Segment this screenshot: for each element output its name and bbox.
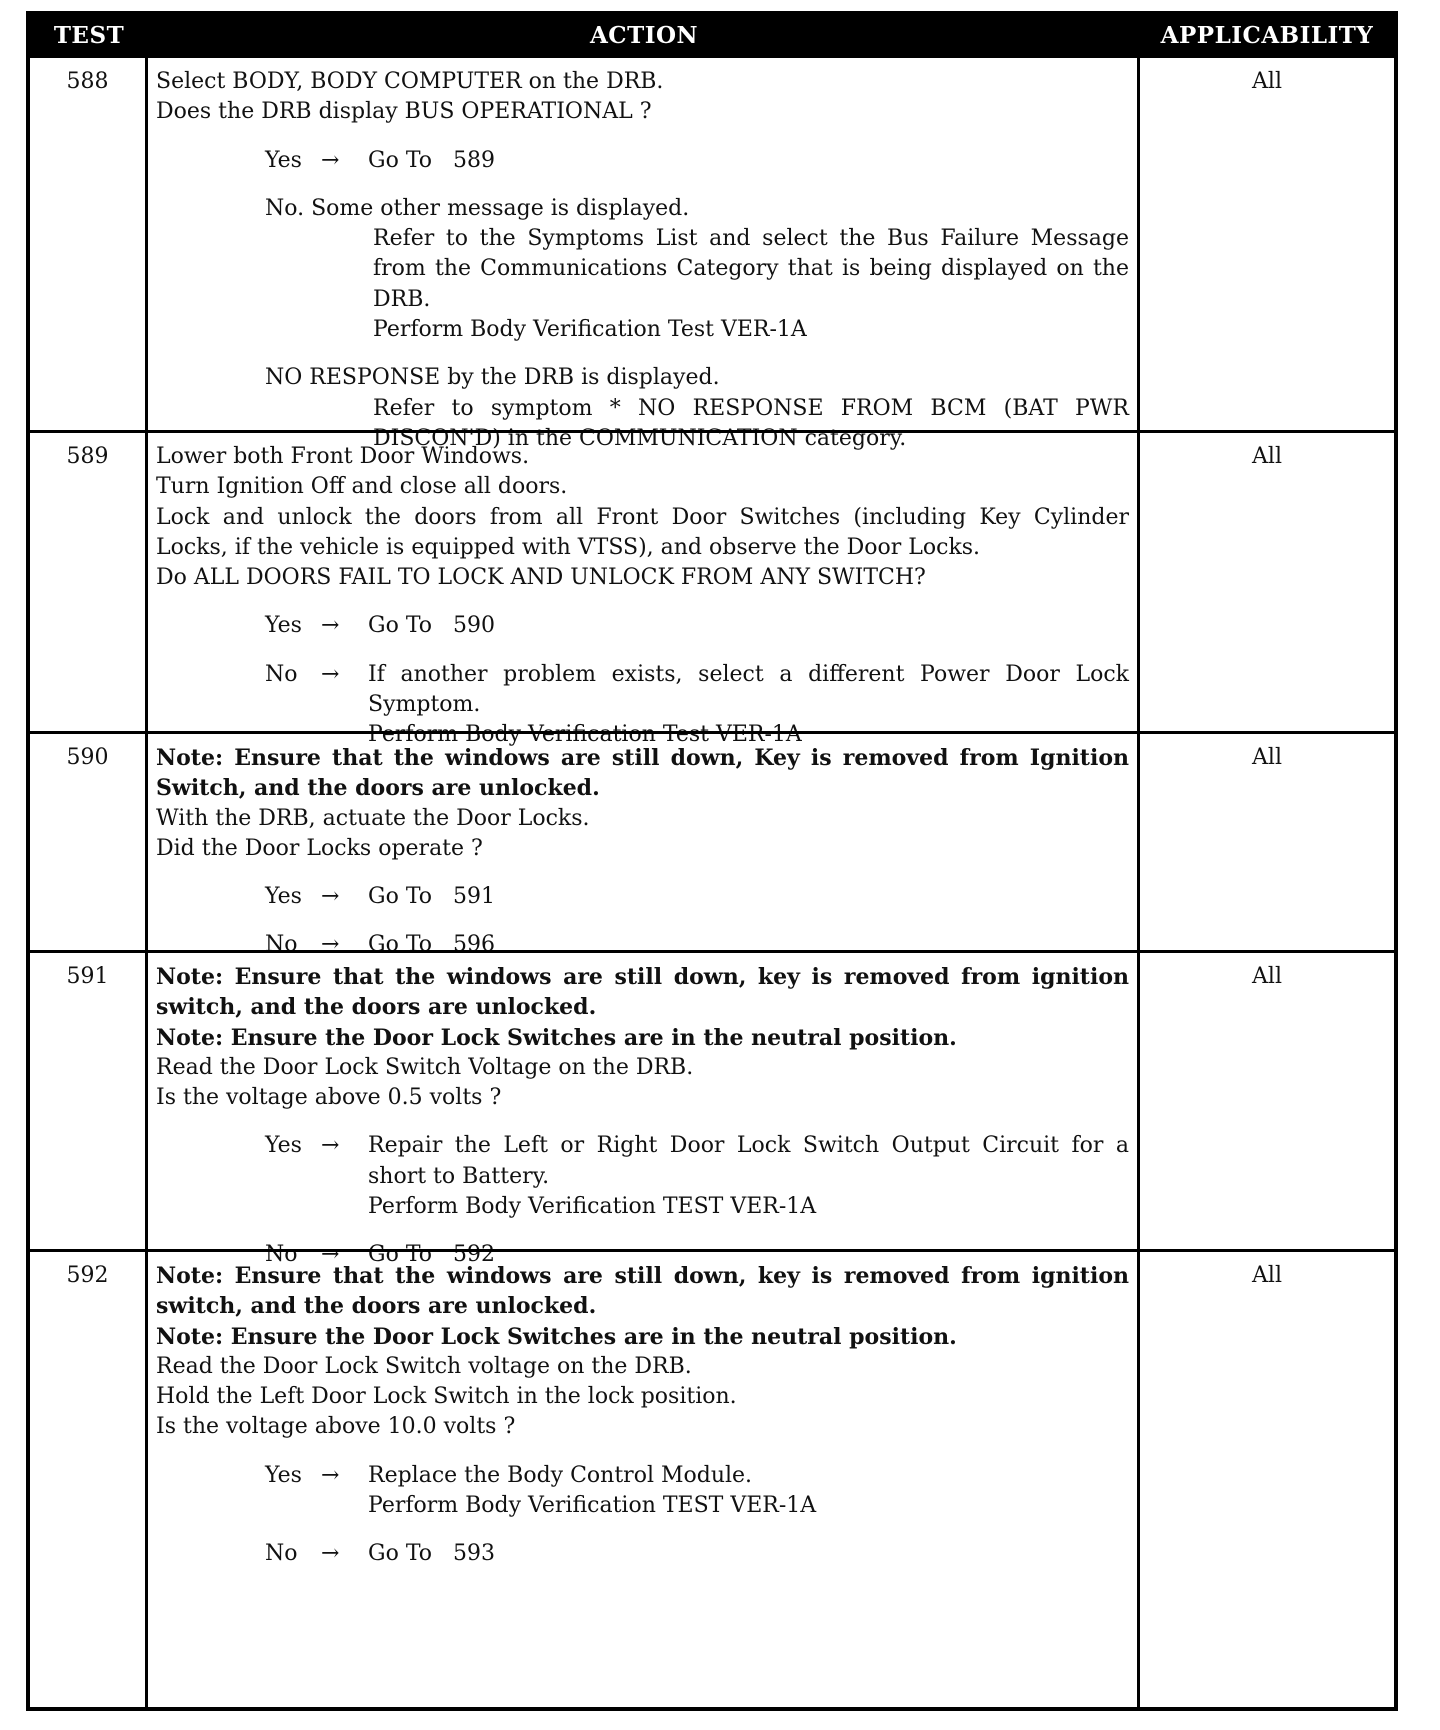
action-cell (148, 734, 1140, 958)
right-arrow-icon: → (321, 1133, 340, 1159)
action-line: Lock and unlock the doors from all Front Door Switches (including Key Cylinder Locks, if the vehicle is equipped with VTSS), and observe the Door Locks. (156, 504, 1129, 560)
test-number: 590 (30, 734, 148, 950)
action-cell (148, 953, 1140, 1268)
no-option (156, 194, 1129, 345)
no-option (156, 1539, 1129, 1569)
option-text: Refer to the Symptoms List and select the Bus Failure Message from the Communications Category that is being displayed on the DRB. (373, 226, 1129, 312)
right-arrow-icon: → (321, 1242, 340, 1268)
note-line: Note: Ensure that the windows are still down, key is removed from ignition switch, and the doors are unlocked. (156, 964, 1129, 1021)
yes-option (156, 1461, 1129, 1522)
action-line: Lower both Front Door Windows. (156, 444, 530, 469)
right-arrow-icon: → (321, 147, 340, 173)
option-text: Go To 589 (368, 147, 495, 173)
diagnostic-test-table (26, 11, 1398, 1711)
yes-option (156, 1131, 1129, 1222)
test-number: 592 (30, 1252, 148, 1707)
note-line: Note: Ensure the Door Lock Switches are in the neutral position. (156, 1323, 957, 1350)
header-applicability: APPLICABILITY (1160, 21, 1374, 49)
action-line: Select BODY, BODY COMPUTER on the DRB. (156, 69, 664, 94)
table-header (30, 15, 1394, 55)
option-text: Go To 591 (368, 884, 495, 910)
note-line: Note: Ensure that the windows are still down, Key is removed from Ignition Switch, and the doors are unlocked. (156, 745, 1129, 802)
no-label: No (265, 932, 298, 958)
option-text: Refer to symptom * NO RESPONSE FROM BCM (BAT PWR DISCON'D) in the COMMUNICATION category. (373, 395, 1129, 451)
header-action: ACTION (589, 21, 699, 49)
table-row-589 (30, 430, 1394, 748)
option-text: Go To 596 (368, 932, 495, 958)
action-line: Did the Door Locks operate ? (156, 835, 483, 861)
action-line: With the DRB, actuate the Door Locks. (156, 805, 590, 831)
table-row-591 (30, 950, 1394, 1268)
action-line: Hold the Left Door Lock Switch in the lock position. (156, 1384, 737, 1410)
action-line: Is the voltage above 10.0 volts ? (156, 1414, 516, 1440)
no-label: No (265, 1541, 298, 1567)
right-arrow-icon: → (321, 1541, 340, 1567)
yes-label: Yes (265, 884, 302, 910)
yes-option (156, 882, 1129, 912)
action-line: Does the DRB display BUS OPERATIONAL ? (156, 99, 652, 125)
right-arrow-icon: → (321, 661, 340, 687)
option-text: If another problem exists, select a different Power Door Lock Symptom. (368, 661, 1129, 718)
header-test: TEST (53, 21, 125, 49)
option-text: Perform Body Verification TEST VER-1A (368, 1194, 817, 1220)
test-number: 591 (30, 953, 148, 1249)
option-text: Go To 593 (368, 1541, 495, 1567)
option-text: Perform Body Verification TEST VER-1A (368, 1493, 817, 1519)
action-cell (148, 1252, 1140, 1707)
right-arrow-icon: → (321, 884, 340, 910)
no-label: No. Some other message is displayed. (265, 195, 690, 221)
action-line: Turn Ignition Off and close all doors. (156, 474, 568, 500)
applicability-cell: All (1252, 69, 1282, 94)
right-arrow-icon: → (321, 932, 340, 958)
option-text: Repair the Left or Right Door Lock Switch Output Circuit for a short to Battery. (368, 1133, 1129, 1189)
action-line: Read the Door Lock Switch voltage on the DRB. (156, 1353, 692, 1379)
yes-label: Yes (265, 1462, 302, 1488)
table-row-592 (30, 1249, 1394, 1707)
yes-option (156, 146, 1129, 176)
table-row-590 (30, 731, 1394, 958)
applicability-cell: All (1252, 964, 1282, 989)
action-cell (148, 58, 1140, 451)
yes-label: Yes (265, 613, 302, 639)
test-number: 589 (30, 433, 148, 731)
yes-option (156, 611, 1129, 641)
note-line: Note: Ensure the Door Lock Switches are in the neutral position. (156, 1024, 957, 1051)
action-line: Read the Door Lock Switch Voltage on the DRB. (156, 1054, 694, 1080)
test-number: 588 (30, 58, 148, 430)
action-line: Do ALL DOORS FAIL TO LOCK AND UNLOCK FROM ANY SWITCH? (156, 565, 926, 591)
table-row-588 (30, 55, 1394, 451)
right-arrow-icon: → (321, 1462, 340, 1488)
no-response-label: NO RESPONSE by the DRB is displayed. (265, 365, 720, 391)
action-line: Is the voltage above 0.5 volts ? (156, 1085, 502, 1111)
applicability-cell: All (1252, 444, 1282, 469)
yes-label: Yes (265, 1133, 302, 1159)
yes-label: Yes (265, 147, 302, 173)
no-label: No (265, 1242, 298, 1268)
option-text: Go To 590 (368, 613, 495, 639)
option-text: Perform Body Verification Test VER-1A (373, 317, 807, 343)
right-arrow-icon: → (321, 613, 340, 639)
note-line: Note: Ensure that the windows are still down, key is removed from ignition switch, and the doors are unlocked. (156, 1263, 1129, 1320)
applicability-cell: All (1252, 1263, 1282, 1288)
applicability-cell: All (1252, 745, 1282, 770)
option-text: Go To 592 (368, 1242, 495, 1268)
option-text: Replace the Body Control Module. (368, 1462, 753, 1488)
option-text: Perform Body Verification Test VER-1A (368, 722, 802, 748)
no-label: No (265, 661, 298, 687)
action-cell (148, 433, 1140, 748)
